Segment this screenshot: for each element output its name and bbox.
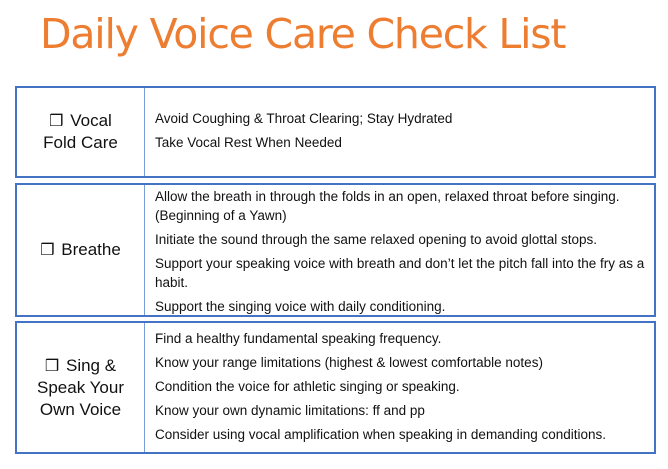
checkbox-icon[interactable]: ❒	[44, 355, 60, 375]
list-item: Find a healthy fundamental speaking frequency.	[155, 331, 442, 346]
item-list	[145, 88, 654, 176]
list-item: Allow the breath in through the folds in an open, relaxed throat before singing. (Beginning of a Yawn)	[155, 189, 620, 223]
label-line: Own Voice	[39, 399, 122, 419]
section-vocal-fold-care	[15, 86, 656, 178]
section-breathe	[15, 183, 656, 317]
item-list	[145, 185, 654, 315]
list-item: Condition the voice for athletic singing or speaking.	[155, 379, 460, 394]
label-line: Sing &	[65, 355, 117, 375]
list-item: Take Vocal Rest When Needed	[155, 135, 342, 150]
list-item: Support your speaking voice with breath and don’t let the pitch fall into the fry as a habit.	[155, 256, 645, 290]
page-title: Daily Voice Care Check List	[40, 10, 566, 58]
checkbox-icon[interactable]: ❒	[49, 111, 64, 130]
checkbox-icon[interactable]: ❒	[40, 240, 55, 259]
section-sing-speak	[15, 321, 656, 454]
list-item: Know your own dynamic limitations: ff and pp	[155, 403, 425, 418]
section-label	[17, 185, 145, 315]
list-item: Initiate the sound through the same relaxed opening to avoid glottal stops.	[155, 232, 598, 247]
label-line: Speak Your	[37, 377, 124, 397]
section-label	[17, 88, 145, 176]
label-line: Breathe	[61, 240, 121, 259]
list-item: Support the singing voice with daily conditioning.	[155, 299, 446, 314]
label-line: Vocal	[70, 111, 112, 130]
section-label	[17, 323, 145, 452]
list-item: Consider using vocal amplification when speaking in demanding conditions.	[155, 427, 607, 442]
label-line: Fold Care	[43, 133, 118, 152]
list-item: Avoid Coughing & Throat Clearing; Stay Hydrated	[155, 111, 453, 126]
item-list	[145, 323, 654, 452]
list-item: Know your range limitations (highest & lowest comfortable notes)	[155, 355, 543, 370]
